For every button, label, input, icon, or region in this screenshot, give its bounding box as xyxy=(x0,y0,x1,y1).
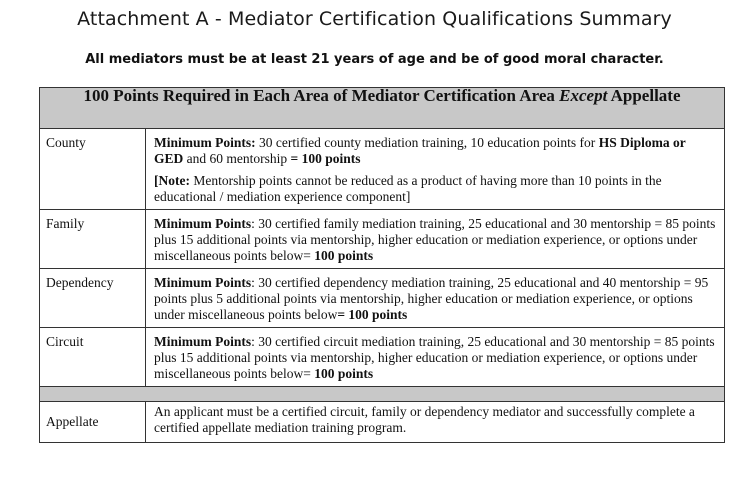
county-text-a: 30 certified county mediation training, 10 education points for xyxy=(255,135,599,150)
page-title: Attachment A - Mediator Certification Qualifications Summary xyxy=(77,8,672,30)
dependency-text: : 30 certified dependency mediation training, 25 educational and 40 mentorship = 95 points plus 5 additional points via mentorship, higher education or mediation experience, or options under miscellaneous points below xyxy=(154,275,709,322)
county-diploma: HS Diploma or GED xyxy=(154,135,686,166)
table-row-county xyxy=(40,129,725,210)
county-text-b: and 60 mentorship xyxy=(183,151,291,166)
qualifications-table xyxy=(39,87,725,443)
table-divider-row xyxy=(40,387,725,402)
county-requirements xyxy=(154,135,718,167)
family-text: : 30 certified family mediation training, 25 educational and 30 mentorship = 85 points plus 15 additional points via mentorship, higher education or mediation experience, or options under miscellaneous points below= xyxy=(154,216,716,263)
area-circuit: Circuit xyxy=(40,328,146,387)
table-row-dependency xyxy=(40,269,725,328)
circuit-text: : 30 certified circuit mediation training, 25 educational and 30 mentorship = 85 points plus 15 additional points via mentorship, higher education or mediation experience, or options under miscellaneous points below= xyxy=(154,334,715,381)
dependency-min-label: Minimum Points xyxy=(154,275,252,290)
header-text-start: 100 Points Required in Each Area of Mediator Certification Area xyxy=(83,86,560,105)
family-total: 100 points xyxy=(314,248,374,263)
desc-circuit xyxy=(146,328,725,387)
area-dependency: Dependency xyxy=(40,269,146,328)
table-row-appellate xyxy=(40,402,725,443)
area-county: County xyxy=(40,129,146,210)
county-min-label: Minimum Points: xyxy=(154,135,256,150)
header-text-end: Appellate xyxy=(607,86,681,105)
desc-family xyxy=(146,210,725,269)
family-min-label: Minimum Points xyxy=(154,216,252,231)
county-total: = 100 points xyxy=(290,151,361,166)
area-appellate: Appellate xyxy=(40,402,146,443)
table-row-family xyxy=(40,210,725,269)
header-text-emphasis: Except xyxy=(559,86,608,105)
desc-county xyxy=(146,129,725,210)
circuit-min-label: Minimum Points xyxy=(154,334,252,349)
desc-appellate: An applicant must be a certified circuit, family or dependency mediator and successfully complete a certified appellate mediation training program. xyxy=(146,402,725,443)
county-note xyxy=(154,173,718,205)
desc-dependency xyxy=(146,269,725,328)
circuit-total: 100 points xyxy=(314,366,374,381)
county-note-text: Mentorship points cannot be reduced as a product of having more than 10 points in the educational / mediation experience component] xyxy=(154,173,662,204)
table-divider xyxy=(40,387,725,402)
county-note-label: [Note: xyxy=(154,173,190,188)
table-header-row xyxy=(40,88,725,129)
area-family: Family xyxy=(40,210,146,269)
table-header xyxy=(40,88,725,129)
page-subtitle: All mediators must be at least 21 years of age and be of good moral character. xyxy=(85,52,664,67)
dependency-total: = 100 points xyxy=(337,307,408,322)
table-row-circuit xyxy=(40,328,725,387)
